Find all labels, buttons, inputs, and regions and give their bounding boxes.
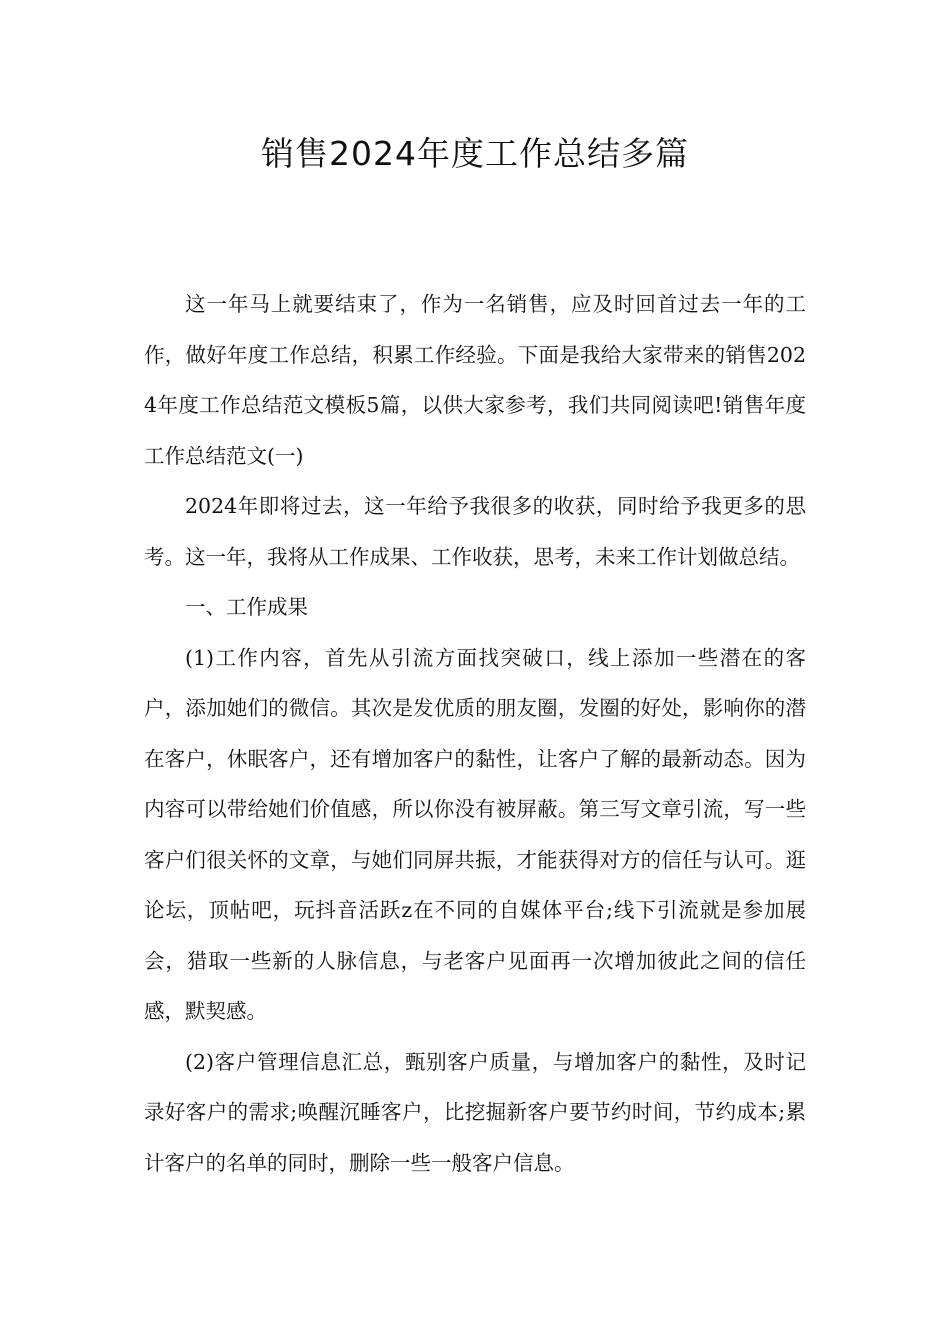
work-content-paragraph: (1)工作内容，首先从引流方面找突破口，线上添加一些潜在的客户，添加她们的微信。其次是发优质的朋友圈，发圈的好处，影响你的潜在客户，休眠客户，还有增加客户的黏性，让客户了解的最新动态。因为内容可以带给她们价值感，所以你没有被屏蔽。第三写文章引流，写一些客户们很关怀的文章，与她们同屏共振，才能获得对方的信任与认可。逛论坛，顶帖吧，玩抖音活跃z在不同的自媒体平台;线下引流就是参加展会，猎取一些新的人脉信息，与老客户见面再一次增加彼此之间的信任感，默契感。 <box>144 645 806 1023</box>
document-body <box>144 279 806 1188</box>
overview-paragraph: 2024年即将过去，这一年给予我很多的收获，同时给予我更多的思考。这一年，我将从工作成果、工作收获，思考，未来工作计划做总结。 <box>144 494 806 569</box>
client-management-paragraph: (2)客户管理信息汇总，甄别客户质量，与增加客户的黏性，及时记录好客户的需求;唤醒沉睡客户，比挖掘新客户要节约时间，节约成本;累计客户的名单的同时，删除一些一般客户信息。 <box>144 1049 806 1175</box>
document-title: 销售2024年度工作总结多篇 <box>261 134 689 173</box>
intro-paragraph: 这一年马上就要结束了，作为一名销售，应及时回首过去一年的工作，做好年度工作总结，积累工作经验。下面是我给大家带来的销售2024年度工作总结范文模板5篇，以供大家参考，我们共同阅读吧!销售年度工作总结范文(一) <box>144 292 806 468</box>
section-heading: 一、工作成果 <box>185 595 308 619</box>
